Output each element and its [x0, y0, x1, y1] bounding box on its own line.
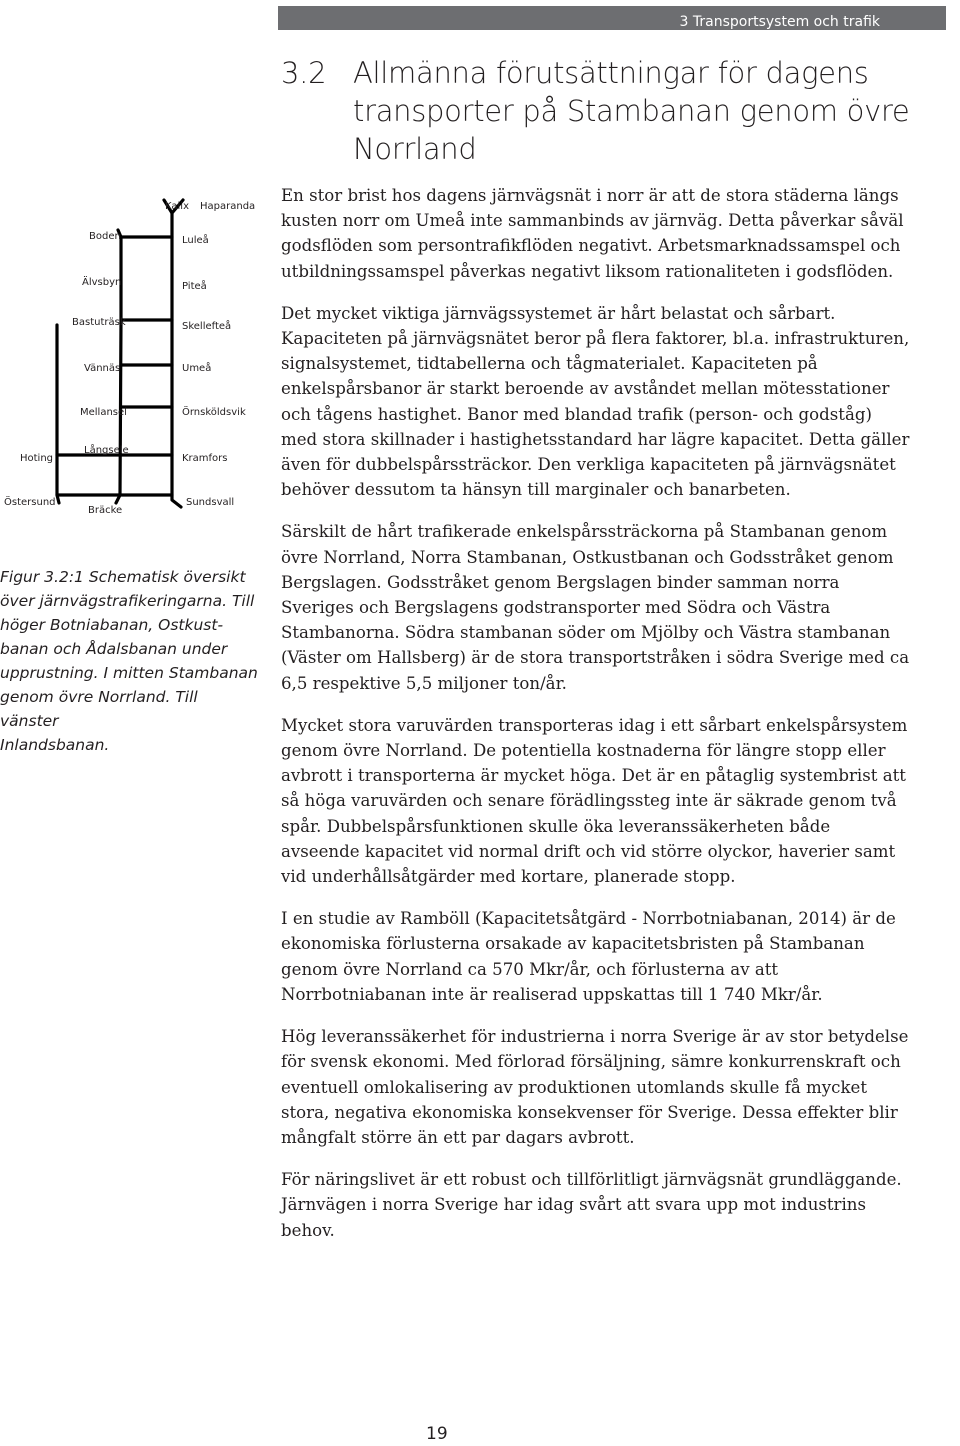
station-kalix: Kalix	[165, 201, 189, 212]
station-mellansel: Mellansel	[80, 407, 127, 418]
inlandsbanan-line	[57, 325, 59, 503]
station-pitea: Piteå	[182, 281, 207, 292]
figure-caption	[0, 565, 258, 757]
station-langsele: Långsele	[84, 445, 129, 456]
section-number: 3.2	[281, 56, 327, 90]
paragraph-4: Mycket stora varuvärden transporteras idag i ett sårbart enkelspårsystem genom övre Norrland. De potentiella kostnaderna för längre stopp eller avbrott i transporterna är mycket höga. Det är en påtaglig systembrist att så höga varuvärden och senare förädlingssteg inte är säkrade genom två spår. Dubbelspårsfunktionen skulle öka leveranssäkerheten både avseende kapacitet vid normal drift och vid större olyckor, haverier samt vid underhållsåtgärder med kortare, planerade stopp.	[281, 715, 908, 887]
station-bracke: Bräcke	[88, 505, 123, 516]
station-skelleftea: Skellefteå	[182, 321, 232, 332]
header-bar	[278, 6, 946, 30]
station-alvsbyn: Älvsbyn	[82, 277, 122, 288]
station-hoting: Hoting	[20, 453, 54, 464]
botniabanan-line	[164, 200, 181, 507]
station-vannas: Vännäs	[84, 363, 121, 374]
caption-line: över järnvägstrafikeringarna. Till	[0, 592, 255, 610]
station-sundsvall: Sundsvall	[186, 497, 235, 508]
caption-line: Inlandsbanan.	[0, 736, 110, 754]
page-number: 19	[426, 1424, 448, 1444]
station-ostersund: Östersund	[4, 497, 56, 508]
paragraph-1: En stor brist hos dagens järnvägsnät i norr är att de stora städerna längs kusten norr om Umeå inte sammanbinds av järnväg. Detta påverkar såväl godsflöden som persontrafikflöden negativt. Arbetsmarknadssamspel och utbildningssamspel påverkas negativt liksom rationaliteten i godsflöden.	[281, 186, 904, 281]
station-haparanda: Haparanda	[200, 201, 256, 212]
caption-line: banan och Ådalsbanan under	[0, 640, 228, 658]
heading-line-2: transporter på Stambanan genom övre	[353, 94, 910, 128]
heading-line-3: Norrland	[353, 132, 477, 166]
caption-line: Figur 3.2:1 Schematisk översikt	[0, 568, 246, 586]
caption-line: genom övre Norrland. Till vänster	[0, 688, 198, 730]
station-kramfors: Kramfors	[182, 453, 228, 464]
paragraph-3: Särskilt de hårt trafikerade enkelspårssträckorna på Stambanan genom övre Norrland, Norra Stambanan, Ostkustbanan och Godsstråket genom Bergslagen. Godsstråket genom Bergslagen binder samman norra Sveriges och Bergslagens godstransporter med Södra och Västra Stambanorna. Södra stambanan söder om Mjölby och Västra stambanan (Väster om Hallsberg) är de stora transportstråken i södra Sverige med ca 6,5 respektive 5,5 miljoner ton/år.	[281, 522, 910, 693]
heading-line-1: 3.2 Allmänna förutsättningar för dagens	[281, 56, 869, 90]
station-ornskoldsvik: Örnsköldsvik	[182, 407, 246, 418]
station-umea: Umeå	[182, 363, 212, 374]
caption-line: höger Botniabanan, Ostkust-	[0, 616, 224, 634]
section-heading	[281, 54, 921, 168]
paragraph-2: Det mycket viktiga järnvägssystemet är hårt belastat och sårbart. Kapaciteten på järnvägsnätet beror på flera faktorer, bl.a. infrastrukturen, signalsystemet, tidtabellerna och tågmaterialet. Kapaciteten på enkelspårsbanor är starkt beroende av avståndet mellan mötesstationer och tågens hastighet. Banor med blandad trafik (person- och godståg) med stora skillnader i hastighetsstandard har lägre kapacitet. Detta gäller även för dubbelspårssträckor. Den verkliga kapaciteten på järnvägsnätet behöver dessutom ta hänsyn till marginaler och banarbeten.	[281, 303, 910, 500]
caption-line: upprustning. I mitten Stambanan	[0, 664, 258, 682]
paragraph-6: Hög leveranssäkerhet för industrierna i norra Sverige är av stor betydelse för svensk ekonomi. Med förlorad försäljning, sämre konkurrenskraft och eventuell omlokalisering av produktionen utomlands skulle få mycket stora, negativa ekonomiska konsekvenser för Sverige. Dessa effekter blir mångfalt större än ett par dagars avbrott.	[281, 1027, 909, 1147]
station-bastutrask: Bastuträsk	[72, 317, 126, 328]
station-lulea: Luleå	[182, 235, 209, 246]
railway-diagram	[0, 185, 260, 525]
paragraph-7: För näringslivet är ett robust och tillförlitligt järnvägsnät grundläggande. Järnvägen i norra Sverige har idag svårt att svara upp mot industrins behov.	[281, 1170, 902, 1240]
station-boden: Boden	[89, 231, 121, 242]
section-label: 3 Transportsystem och trafik	[679, 14, 880, 30]
body-text	[281, 183, 911, 1260]
paragraph-5: I en studie av Ramböll (Kapacitetsåtgärd - Norrbotniabanan, 2014) är de ekonomiska förlusterna orsakade av kapacitetsbristen på Stambanan genom övre Norrland ca 570 Mkr/år, och förlusterna av att Norrbotniabanan inte är realiserad uppskattas till 1 740 Mkr/år.	[281, 909, 896, 1004]
